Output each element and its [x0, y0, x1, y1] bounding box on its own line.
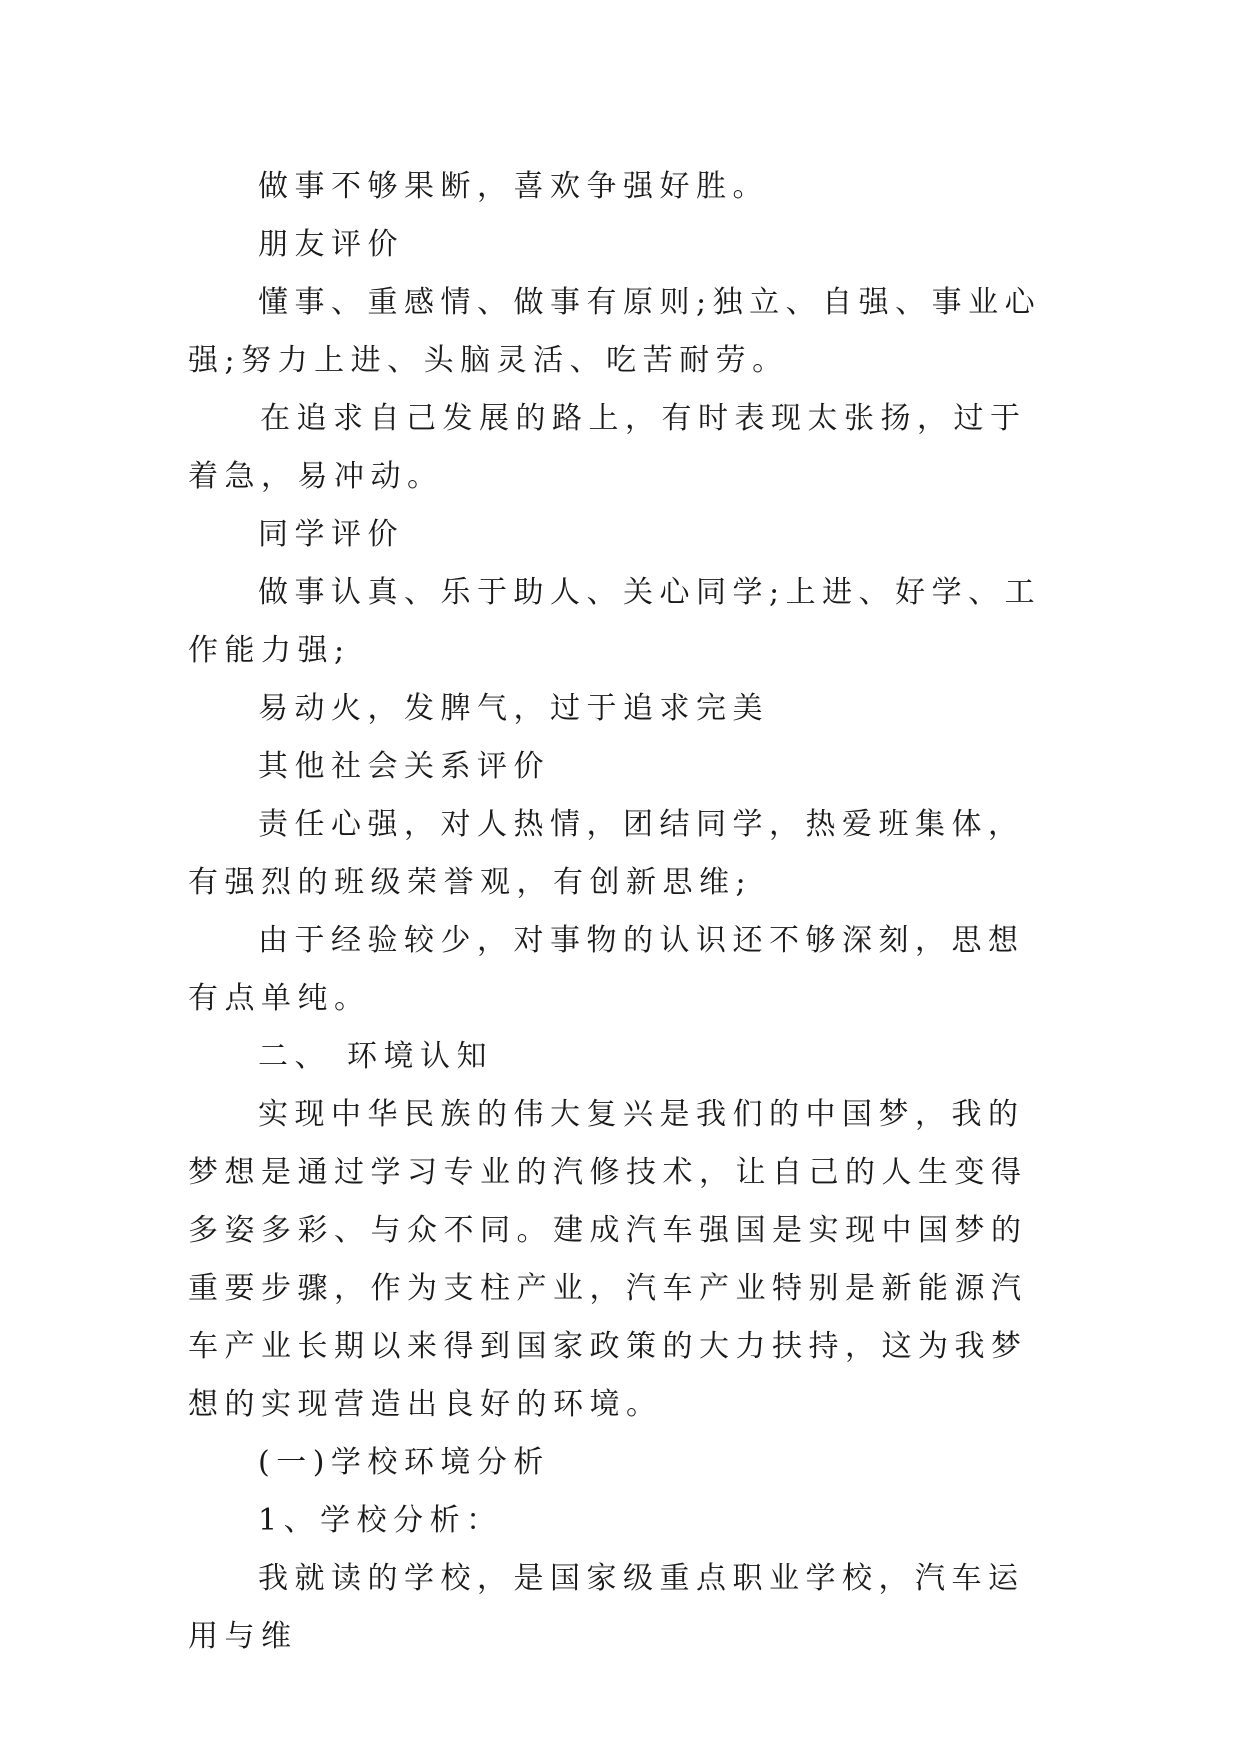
paragraph-school-description: 我就读的学校，是国家级重点职业学校，汽车运用与维: [188, 1561, 1025, 1654]
paragraph-classmate-weaknesses: 易动火，发脾气，过于追求完美: [258, 691, 769, 726]
heading-school-analysis: 1、学校分析：: [258, 1503, 503, 1538]
paragraph-friend-strengths: 懂事、重感情、做事有原则;独立、自强、事业心强;努力上进、头脑灵活、吃苦耐劳。: [188, 285, 1042, 378]
paragraph-social-strengths: 责任心强，对人热情，团结同学，热爱班集体，有强烈的班级荣誉观，有创新思维;: [188, 807, 1025, 900]
heading-friend-evaluation: 朋友评价: [258, 227, 404, 262]
heading-school-environment: (一)学校环境分析: [258, 1445, 550, 1480]
paragraph-chinese-dream: 实现中华民族的伟大复兴是我们的中国梦，我的梦想是通过学习专业的汽修技术，让自己的人生变得多姿多彩、与众不同。建成汽车强国是实现中国梦的重要步骤，作为支柱产业，汽车产业特别是新能源汽车产业长期以来得到国家政策的大力扶持，这为我梦想的实现营造出良好的环境。: [188, 1097, 1028, 1422]
heading-classmate-evaluation: 同学评价: [258, 517, 404, 552]
heading-social-evaluation: 其他社会关系评价: [258, 749, 550, 784]
paragraph-classmate-strengths: 做事认真、乐于助人、关心同学;上进、好学、工作能力强;: [188, 575, 1042, 668]
document-body: [188, 158, 1058, 1666]
paragraph-social-weaknesses: 由于经验较少，对事物的认识还不够深刻，思想有点单纯。: [188, 923, 1025, 1016]
heading-environment-cognition: 二、 环境认知: [258, 1039, 494, 1074]
paragraph-friend-weaknesses: 在追求自己发展的路上，有时表现太张扬，过于着急，易冲动。: [188, 401, 1027, 494]
paragraph-self-weakness: 做事不够果断，喜欢争强好胜。: [258, 169, 769, 204]
